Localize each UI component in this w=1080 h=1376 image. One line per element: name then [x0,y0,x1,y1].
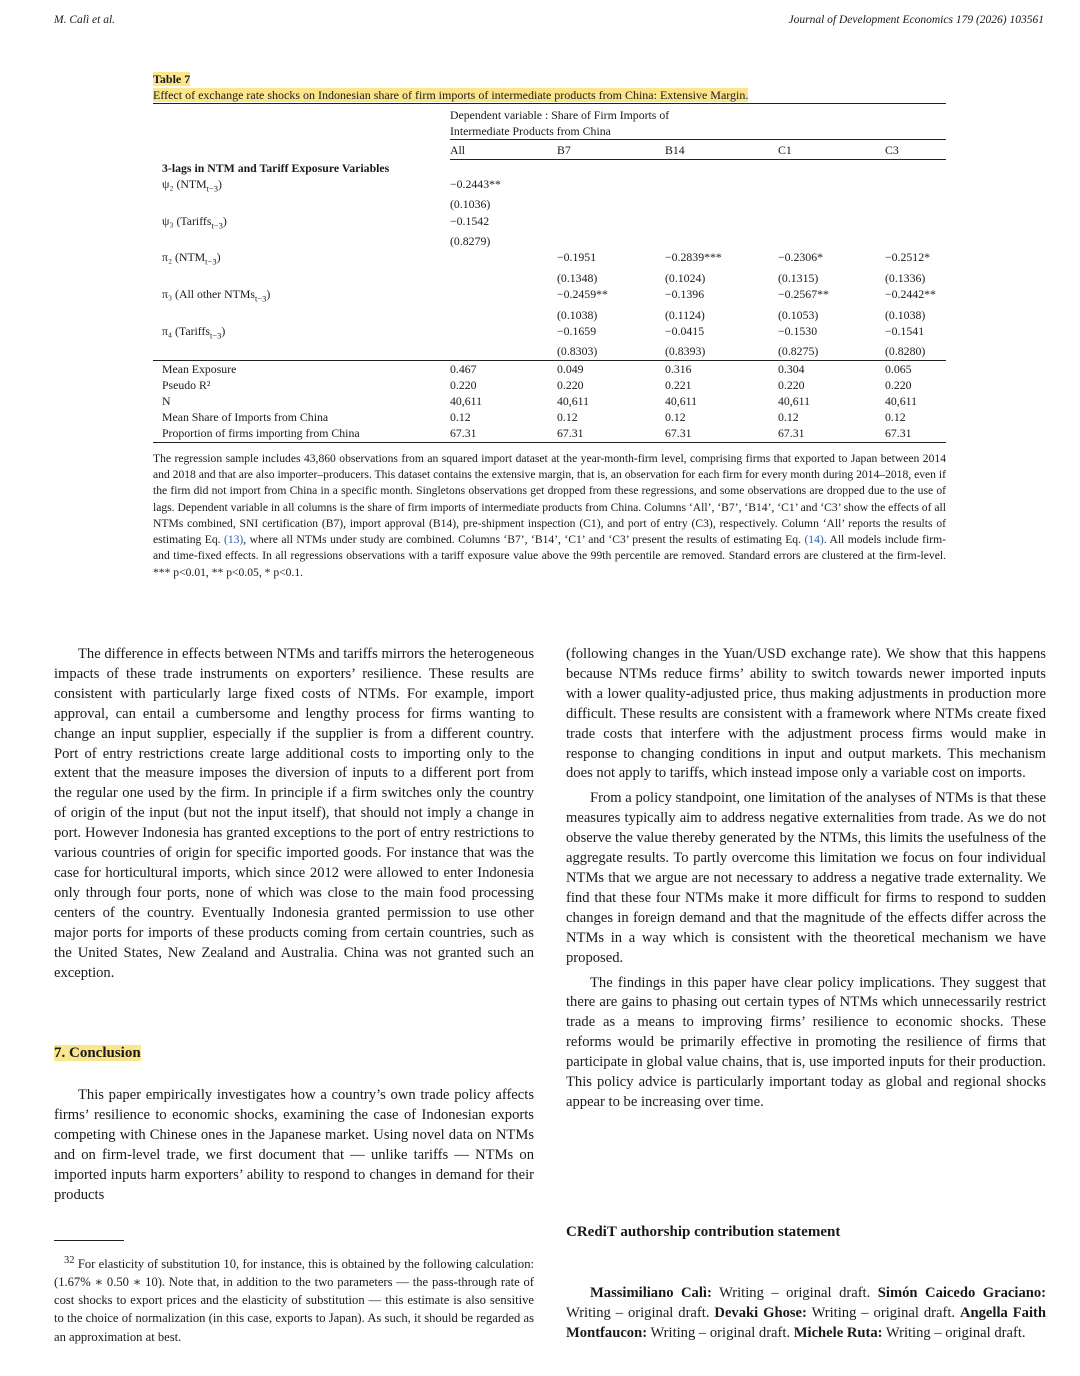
standard-error-cell: (0.8280) [885,343,946,360]
coefficient-row [153,213,946,234]
statistic-cell: 67.31 [450,425,557,442]
standard-error-cell [885,196,946,212]
coefficient-row [153,249,946,270]
author-name: Massimiliano Calì: [590,1285,712,1301]
running-head-authors: M. Calì et al. [54,14,116,26]
body-paragraph: This paper empirically investigates how a country’s own trade policy affects firms’ resilience to economic shocks, examining the case of Indonesian exports competing with Chinese ones in the Japanese market. Using novel data on NTMs and on firm-level trade, we first document that — unlike tariffs — NTMs on imported inputs harm exporters’ ability to respond to changes in demand for their products [54,1087,534,1203]
statistic-cell: 40,611 [778,394,811,409]
statistic-cell: 0.12 [557,410,578,425]
standard-error-row [153,343,946,360]
statistics-row [153,393,946,409]
coefficient-cell [665,213,778,234]
author-role: Writing – original draft. [711,1285,878,1301]
coefficient-cell: −0.2442** [885,287,936,302]
coefficient-cell: −0.1951 [557,250,597,265]
coefficient-row [153,286,946,307]
section-head-row [153,159,946,176]
standard-error-row [153,307,946,323]
standard-error-row [153,233,946,249]
standard-error-cell: (0.1024) [665,270,706,285]
column-header: C3 [885,140,946,159]
standard-error-cell: (0.8393) [665,343,778,360]
standard-error-cell [778,196,885,212]
standard-error-cell [778,233,885,249]
statistic-cell: 0.220 [557,377,584,392]
table-label: Table 7 [153,72,191,86]
statistic-cell: 40,611 [885,394,918,409]
standard-error-cell [450,270,557,286]
dependent-variable-label: Dependent variable : Share of Firm Imports of Intermediate Products from China [450,104,778,140]
coefficient-cell [450,249,557,270]
standard-error-cell: (0.1348) [557,270,598,285]
standard-error-cell: (0.8275) [778,343,885,360]
credit-heading: CRediT authorship contribution statement [566,1224,841,1240]
standard-error-cell: (0.1315) [778,270,819,285]
coefficient-cell: −0.2567** [778,287,829,302]
table-7 [153,71,946,581]
statistic-cell: 0.049 [557,361,584,376]
table-notes: The regression sample includes 43,860 observations from an squared import dataset at the year-month-firm level, comprising firms that exported to Japan between 2014 and 2018 and that are also importer–producers. This dataset contains the extensive margin, that is, an observation for each firm for every month during 2014–2018, even if the firm did not import from China in a specific month. Singletons observations get dropped from these regressions, and some observations are dropped due to the use of lags. Dependent variable in all columns is the share of firm imports of intermediate products from China. Columns ‘All’, ‘B7’, ‘B14’, ‘C1’ and ‘C3’ show the effects of all NTMs combined, SNI certification (B7), import approval (B14), pre-shipment inspection (C1), and port of entry (C3), respectively. Column ‘All’ reports the results of estimating Eq. (13), where all NTMs under study are combined. Columns ‘B7’, ‘B14’, ‘C1’ and ‘C3’ present the results of estimating Eq. (14). All models include firm- and time-fixed effects. In all regressions observations with a tariff exposure value above the 99th percentile are removed. Standard errors are clustered at the firm-level. *** p<0.01, ** p<0.05, * p<0.1. [153,451,947,579]
author-name: Simón Caicedo Graciano: [877,1285,1047,1301]
author-role: Writing – original draft. [882,1324,1026,1341]
section-title-conclusion: 7. Conclusion [54,1045,141,1061]
body-paragraph: The difference in effects between NTMs and tariffs mirrors the heterogeneous impacts of these trade instruments on exporters’ resilience. These results are consistent with particularly large fixed costs of NTMs. For example, import approval, can entail a cumbersome and lengthy process for firms wanting to change an input supplier, especially if the supplier is from a different country. Port of entry restrictions create large additional costs to importing only to the extent that the measure imposes the diversion of inputs to a different port from the regular one used by the firm. In principle if a firm switches only the country of origin of the input (but not the input itself), that should not imply a change in port. However Indonesia has granted exceptions to the port of entry restrictions to various countries of origin for specific imported goods. For instance that was the case for horticultural imports, which since 2012 were allowed to enter Indonesia only through four ports, none of which was close to the main food processing centers of the country. Eventually Indonesia granted permission to use other major ports for imports of these products coming from certain countries, such as the United States, New Zealand and Australia. China was not granted such an exception. [54,646,534,981]
coefficient-cell [885,176,946,197]
body-paragraph: (following changes in the Yuan/USD exchange rate). We show that this happens because NTMs reduce firms’ ability to switch towards newer imported inputs with a lower quality-adjusted price, thus making adjustments in production more difficult. These results are consistent with a framework where NTMs create fixed trade costs that interfere with the adjustment process firms would make in response to changing conditions in input and output markets. This mechanism does not apply to tariffs, which instead impose only a variable cost on imports. [566,646,1046,782]
coefficient-cell [665,176,778,197]
row-label: N [162,394,171,409]
row-label: Pseudo R² [162,377,211,392]
row-label: π₂ $(NTM_{t-3})$ [162,250,221,267]
table-header-row [153,104,946,140]
row-label: ψ₂ $(NTM_{t-3})$ [162,176,222,194]
standard-error-cell: (0.8279) [450,234,491,249]
row-label: ψ₃ (Tariffs$_{t-3}$) [162,213,227,230]
standard-error-row [153,270,946,286]
column-header: B7 [557,140,665,159]
row-label: π₄ (Tariffs$_{t-3}$) [162,323,226,341]
statistic-cell: 0.316 [665,361,692,376]
statistic-cell: 0.220 [885,377,912,392]
standard-error-cell: (0.1336) [885,270,926,285]
statistic-cell: 67.31 [665,425,778,442]
standard-error-row [153,196,946,212]
statistics-row [153,409,946,425]
statistic-cell: 67.31 [557,425,665,442]
coefficient-row [153,176,946,197]
statistic-cell: 67.31 [778,425,885,442]
standard-error-cell: (0.1036) [450,197,491,212]
statistic-cell: 40,611 [450,394,483,409]
coefficient-cell: −0.1530 [778,323,818,338]
statistics-row [153,425,946,442]
coefficient-cell: −0.2839*** [665,250,722,265]
statistic-cell: 0.220 [778,377,805,392]
coefficient-cell [450,323,557,344]
author-role: Writing – original draft. [647,1324,794,1341]
statistic-cell: 0.12 [665,410,686,425]
standard-error-cell: (0.8303) [557,343,665,360]
standard-error-cell [885,233,946,249]
body-paragraph: The findings in this paper have clear policy implications. They suggest that there are gains to phasing out certain types of NTMs which unnecessarily restrict trade as a means to improving firms’ resilience to economic shocks. These reforms would be primarily effective in promoting the resilience of firms that participate in global value chains, that is, use imported inputs for their production. This policy advice is particularly important today as global and regional shocks appear to be increasing over time. [566,974,1046,1110]
body-column-left [54,645,534,983]
coefficient-cell: −0.0415 [665,323,705,338]
coefficient-cell [557,176,665,197]
table-caption: Effect of exchange rate shocks on Indonesian share of firm imports of intermediate products from China: Extensive Margin. [153,88,749,102]
body-column-right [566,645,1046,1113]
coefficient-row [153,323,946,344]
coefficient-cell: −0.2459** [557,287,608,302]
standard-error-cell [665,196,778,212]
statistic-cell: 0.304 [778,361,805,376]
statistics-rows [153,360,946,442]
footnote-number: 32 [64,1255,75,1266]
statistic-cell: 0.065 [885,361,912,376]
coefficient-cell: −0.1542 [450,213,490,228]
table-columns-row [153,140,946,159]
coefficient-cell: −0.2512* [885,250,930,265]
standard-error-cell [557,233,665,249]
footnote-rule [54,1240,124,1241]
row-label: Mean Exposure [162,361,237,376]
statistic-cell: 0.220 [450,377,477,392]
row-label: π₃ (All other NTMs$_{t-3}$) [162,287,271,304]
standard-error-cell [665,233,778,249]
author-name: Devaki Ghose: [714,1304,807,1321]
coefficient-cell: −0.1396 [665,287,705,302]
statistic-cell: 40,611 [557,394,590,409]
column-header: C1 [778,140,885,159]
coefficient-cell: −0.2443** [450,176,501,191]
footnote: $^{32}$ For elasticity of substitution 10, for instance, this is obtained by the following calculation: (1.67% ∗ 0.50 ∗ 10). Note that, in addition to the two parameters — the pass-through rate of cost shocks to export prices and the elasticity of substitution — this estimate is also sensitive to the choice of normalization (in this case, exports to Japan). As such, it should be regarded as an approximation at best. [54,1255,534,1344]
standard-error-cell: (0.1038) [885,307,926,322]
statistic-cell: 67.31 [885,425,946,442]
author-role: Writing – original draft. [566,1304,715,1321]
statistic-cell: 40,611 [665,394,698,409]
standard-error-cell: (0.1038) [557,307,598,322]
statistics-row [153,377,946,393]
statistic-cell: 0.467 [450,361,477,376]
credit-statement [566,1284,1046,1344]
standard-error-cell [450,343,557,360]
standard-error-cell [450,307,557,323]
regression-table [153,103,946,443]
statistic-cell: 0.12 [450,410,471,425]
body-paragraph: From a policy standpoint, one limitation of the analyses of NTMs is that these measures typically aim to address negative externalities from trade. As we do not observe the value thereby generated by the NTMs, this limits the usefulness of the aggregate results. To partly overcome this limitation we focus on four individual NTMs that we argue are not necessary to address a negative trade externality. We find that these four NTMs make it more difficult for firms to respond to sudden changes in foreign demand and that the magnitude of the effects differ across the NTMs in a way which is consistent with the theoretical mechanism we have proposed. [566,790,1046,966]
author-name: Michele Ruta: [793,1324,883,1341]
standard-error-cell [557,196,665,212]
equation-link[interactable]: (13) [223,533,244,547]
standard-error-cell: (0.1124) [665,307,705,322]
statistic-cell: 0.12 [885,410,906,425]
statistic-cell: 0.12 [778,410,799,425]
equation-link[interactable]: (14) [804,533,824,547]
coefficient-rows [153,176,946,360]
author-name: Angella Faith Montfaucon: [566,1304,1046,1341]
author-role: Writing – original draft. [806,1304,960,1321]
coefficient-cell: −0.1541 [885,323,925,338]
statistics-row [153,360,946,377]
column-header: All [450,140,557,159]
section-head: 3-lags in NTM and Tariff Exposure Variables [162,160,390,175]
coefficient-cell: −0.2306* [778,250,823,265]
coefficient-cell [778,213,885,234]
coefficient-cell [450,286,557,307]
body-column-left-conclusion [54,1086,534,1205]
row-label: Mean Share of Imports from China [162,410,329,425]
coefficient-cell [778,176,885,197]
coefficient-cell [885,213,946,234]
row-label: Proportion of firms importing from China [153,425,450,442]
coefficient-cell [557,213,665,234]
column-header: B14 [665,140,778,159]
standard-error-cell: (0.1053) [778,307,819,322]
running-head-journal: Journal of Development Economics 179 (2026) 103561 [788,14,1044,26]
statistic-cell: 0.221 [665,377,692,392]
coefficient-cell: −0.1659 [557,323,597,338]
